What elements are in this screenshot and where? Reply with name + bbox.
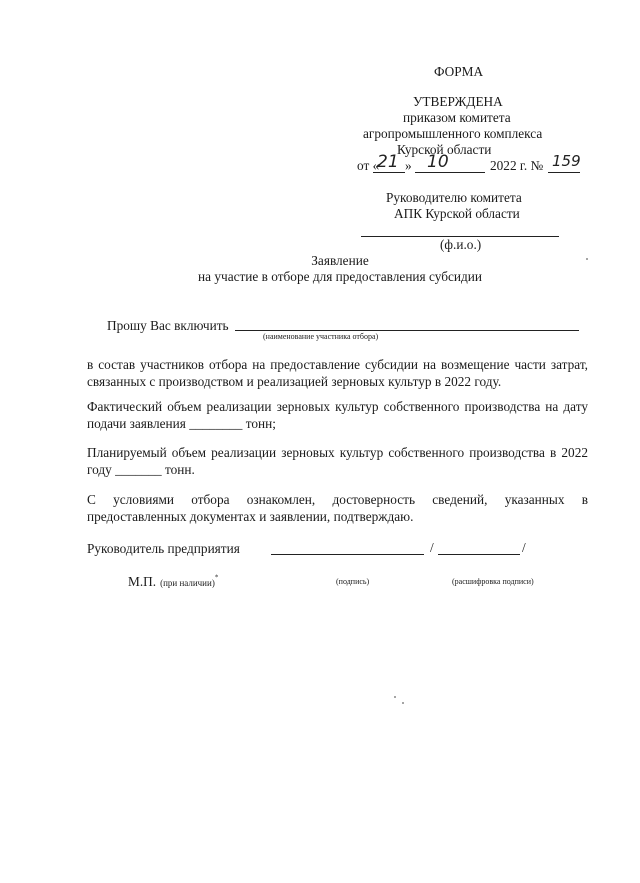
date-prefix: от « xyxy=(357,158,380,173)
signature-decode-caption: (расшифровка подписи) xyxy=(452,577,534,586)
signature-line xyxy=(271,554,424,555)
addressee-line-2: АПК Курской области xyxy=(394,206,520,221)
order-number-handwritten: 159 xyxy=(552,152,581,170)
document-title: Заявление xyxy=(311,253,369,268)
request-label: Прошу Вас включить xyxy=(107,318,229,333)
planned-volume-blank: _______ xyxy=(115,462,162,477)
date-year: 2022 г. № xyxy=(490,158,544,173)
paragraph-confirmation: С условиями отбора ознакомлен, достоверность сведений, указанных в предоставленных документах и заявлении, подтверждаю. xyxy=(87,492,588,524)
form-label: ФОРМА xyxy=(434,64,484,79)
date-month-handwritten: 10 xyxy=(427,152,449,172)
order-number-underline xyxy=(548,172,580,173)
scan-speck xyxy=(586,258,588,260)
fio-caption: (ф.и.о.) xyxy=(440,237,482,252)
order-line-2: агропромышленного комплекса xyxy=(363,126,543,141)
date-month-underline xyxy=(415,172,485,173)
head-label: Руководитель предприятия xyxy=(87,541,240,556)
signature-caption: (подпись) xyxy=(336,577,370,586)
scan-speck xyxy=(402,702,404,704)
date-day-underline xyxy=(373,172,405,173)
participant-name-caption: (наименование участника отбора) xyxy=(263,332,379,341)
stamp-block xyxy=(128,573,218,591)
document-subtitle: на участие в отборе для предоставления субсидии xyxy=(198,269,482,284)
signature-separator-2: / xyxy=(522,540,526,555)
date-quote-close: » xyxy=(405,158,412,173)
paragraph-actual-text: Фактический объем реализации зерновых культур собственного производства на дату подачи заявления xyxy=(87,399,588,431)
actual-volume-blank: ________ xyxy=(189,416,243,431)
actual-volume-unit: тонн; xyxy=(245,416,276,431)
paragraph-planned-text: Планируемый объем реализации зерновых культур собственного производства в 2022 году xyxy=(87,445,588,477)
signature-decode-line xyxy=(438,554,520,555)
scan-speck xyxy=(394,696,396,698)
paragraph-actual-volume xyxy=(87,398,588,432)
stamp-label: М.П. xyxy=(128,574,157,589)
paragraph-planned-volume xyxy=(87,444,588,478)
addressee-line-1: Руководителю комитета xyxy=(386,190,522,205)
approved-heading: УТВЕРЖДЕНА xyxy=(413,94,503,109)
order-line-1: приказом комитета xyxy=(403,110,511,125)
participant-name-line xyxy=(235,330,579,331)
signature-separator-1: / xyxy=(430,540,434,555)
stamp-note: (при наличии) xyxy=(160,578,215,588)
planned-volume-unit: тонн. xyxy=(165,462,195,477)
stamp-footnote-mark: * xyxy=(214,573,219,582)
order-line-3: Курской области xyxy=(397,142,492,157)
date-day-handwritten: 21 xyxy=(377,152,399,172)
paragraph-participation: в состав участников отбора на предоставление субсидии на возмещение части затрат, связанных с производством и реализацией зерновых культур в 2022 году. xyxy=(87,357,588,389)
